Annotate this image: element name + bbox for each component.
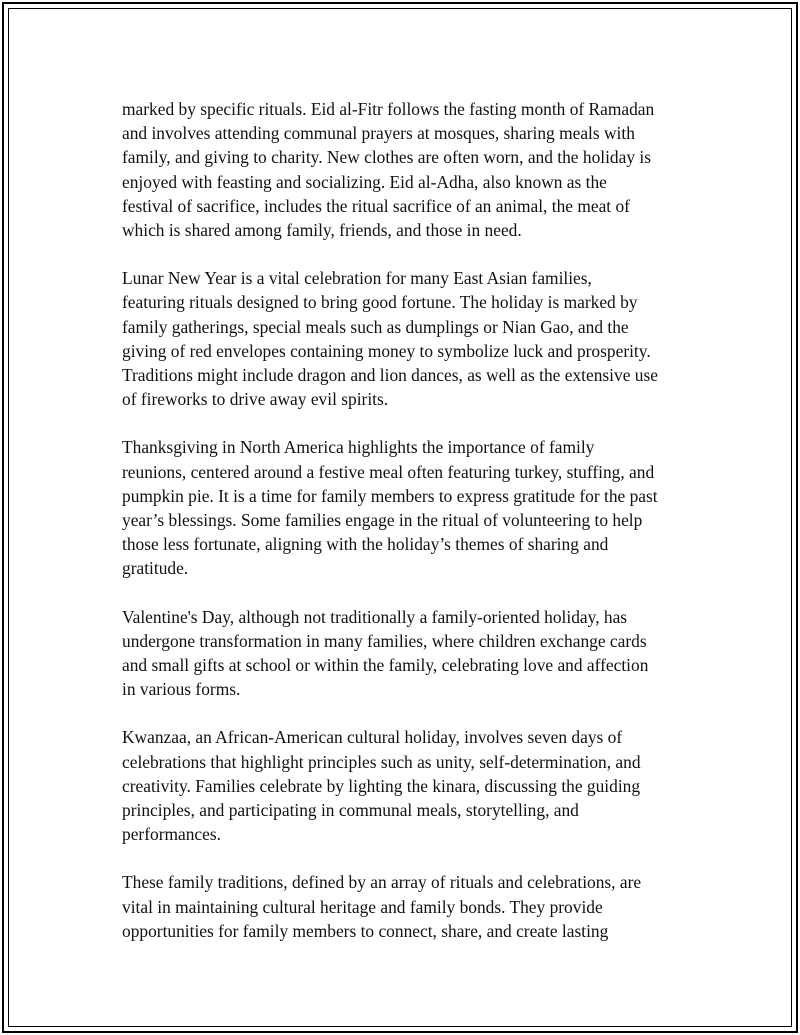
- paragraph-eid: [122, 97, 692, 242]
- text-line: Thanksgiving in North America highlights the importance of family: [122, 437, 595, 458]
- paragraph-conclusion: [122, 870, 692, 943]
- text-line: reunions, centered around a festive meal often featuring turkey, stuffing, and: [122, 461, 655, 482]
- text-line: giving of red envelopes containing money to symbolize luck and prosperity.: [122, 340, 651, 361]
- text-line: principles, and participating in communal meals, storytelling, and: [122, 800, 579, 821]
- text-line: marked by specific rituals. Eid al-Fitr follows the fasting month of Ramadan: [122, 99, 655, 119]
- text-line: festival of sacrifice, includes the ritual sacrifice of an animal, the meat of: [122, 195, 630, 216]
- text-line: year’s blessings. Some families engage in the ritual of volunteering to help: [122, 510, 643, 531]
- text-line: vital in maintaining cultural heritage and family bonds. They provide: [122, 896, 603, 917]
- text-line: undergone transformation in many families, where children exchange cards: [122, 630, 647, 651]
- document-body: [122, 97, 692, 967]
- text-line: performances.: [122, 824, 221, 845]
- text-line: those less fortunate, aligning with the holiday’s themes of sharing and: [122, 534, 609, 555]
- text-line: family gatherings, special meals such as dumplings or Nian Gao, and the: [122, 316, 629, 337]
- text-line: Valentine's Day, although not traditionally a family-oriented holiday, has: [122, 606, 628, 627]
- text-line: which is shared among family, friends, and those in need.: [122, 220, 522, 241]
- text-line: featuring rituals designed to bring good fortune. The holiday is marked by: [122, 292, 638, 313]
- text-line: pumpkin pie. It is a time for family members to express gratitude for the past: [122, 485, 658, 506]
- paragraph-valentines-day: [122, 605, 692, 702]
- paragraph-thanksgiving: [122, 435, 692, 580]
- text-line: These family traditions, defined by an array of rituals and celebrations, are: [122, 872, 642, 893]
- text-line: in various forms.: [122, 679, 241, 700]
- text-line: celebrations that highlight principles such as unity, self-determination, and: [122, 751, 641, 772]
- text-line: gratitude.: [122, 558, 189, 579]
- text-line: enjoyed with feasting and socializing. Eid al-Adha, also known as the: [122, 171, 607, 192]
- text-line: family, and giving to charity. New clothes are often worn, and the holiday is: [122, 147, 651, 168]
- text-line: and small gifts at school or within the family, celebrating love and affection: [122, 655, 649, 676]
- text-line: opportunities for family members to connect, share, and create lasting: [122, 920, 609, 941]
- text-line: Lunar New Year is a vital celebration for many East Asian families,: [122, 268, 592, 289]
- text-line: Kwanzaa, an African-American cultural holiday, involves seven days of: [122, 727, 623, 748]
- text-line: creativity. Families celebrate by lighting the kinara, discussing the guiding: [122, 775, 641, 796]
- text-line: of fireworks to drive away evil spirits.: [122, 389, 389, 410]
- text-line: and involves attending communal prayers at mosques, sharing meals with: [122, 123, 635, 144]
- paragraph-lunar-new-year: [122, 266, 692, 411]
- page-frame: [2, 2, 798, 1033]
- paragraph-kwanzaa: [122, 725, 692, 846]
- text-line: Traditions might include dragon and lion dances, as well as the extensive use: [122, 365, 658, 386]
